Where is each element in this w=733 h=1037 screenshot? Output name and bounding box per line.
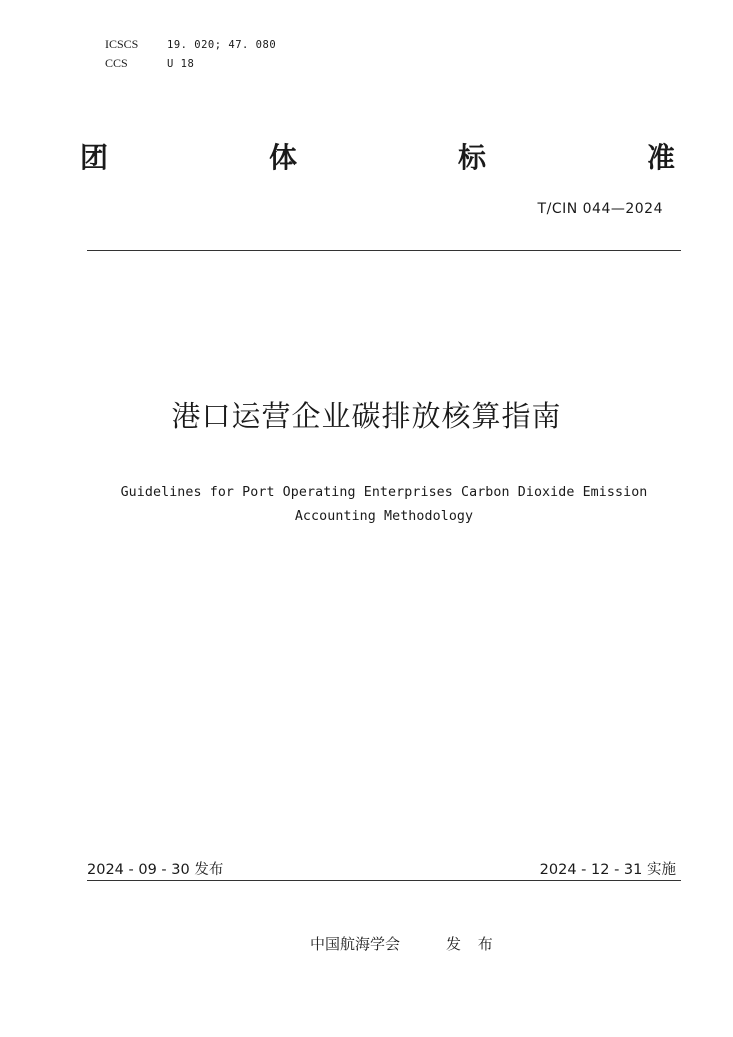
ccs-row: [105, 56, 194, 71]
standard-type-char: 体: [268, 141, 297, 174]
standard-type-char: 团: [80, 141, 109, 174]
standard-type-heading: [80, 140, 675, 176]
publish-date: 2024 - 09 - 30 发布: [87, 862, 224, 878]
ics-value: 19. 020; 47. 080: [167, 39, 277, 51]
bottom-divider: [87, 880, 681, 881]
standard-type-char: 标: [457, 141, 486, 174]
top-divider: [87, 250, 681, 251]
title-en-line: Accounting Methodology: [294, 509, 474, 524]
standard-code: T/CIN 044—2024: [537, 201, 663, 217]
implement-date: 2024 - 12 - 31 实施: [539, 862, 676, 878]
title-en-line: Guidelines for Port Operating Enterprises Carbon Dioxide Emission: [120, 485, 648, 500]
ccs-value: U 18: [167, 58, 195, 70]
publish-label: 发 布: [446, 935, 499, 953]
document-title-cn: 港口运营企业碳排放核算指南: [171, 399, 562, 433]
ccs-label: CCS: [105, 56, 128, 70]
standard-type-char: 准: [646, 141, 675, 174]
document-title-en: [80, 481, 688, 529]
ics-label: ICSCS: [105, 37, 139, 51]
publisher-name: 中国航海学会: [310, 935, 401, 953]
ics-row: [105, 37, 276, 52]
